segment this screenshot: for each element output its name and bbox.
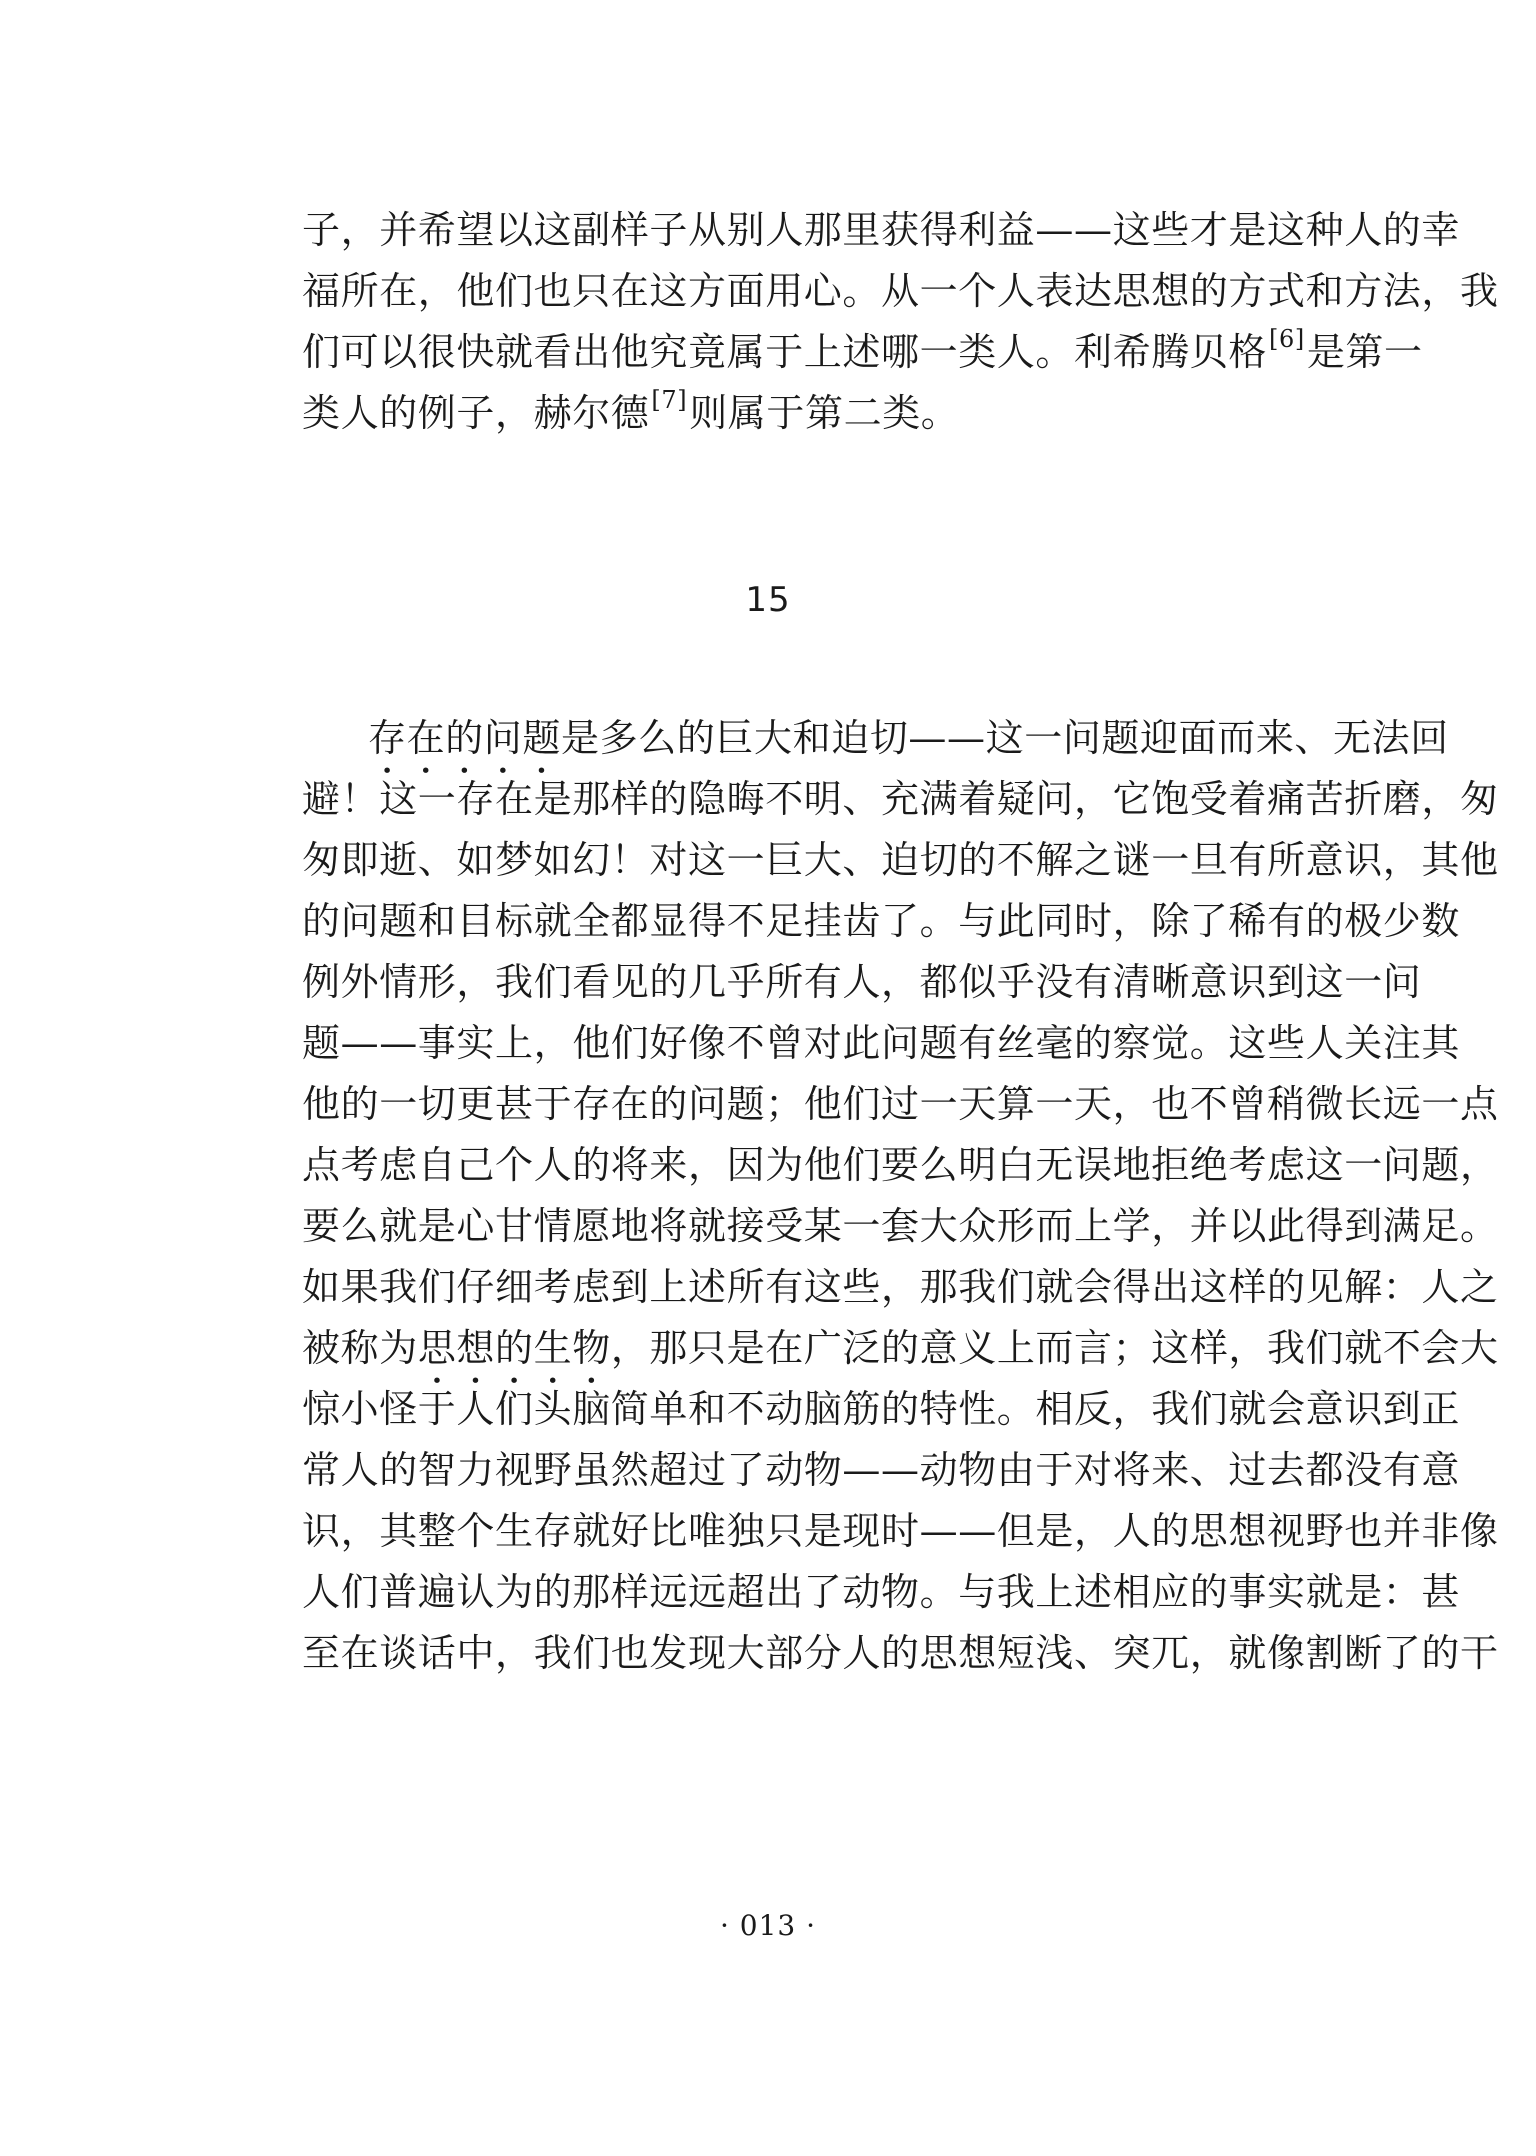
text-line: 福所在，他们也只在这方面用心。从一个人表达思想的方式和方法，我 bbox=[302, 269, 1499, 313]
text-segment: 们可以很快就看出他究竟属于上述哪一类人。利希腾贝格 bbox=[302, 330, 1268, 374]
text-line: 他的一切更甚于存在的问题；他们过一天算一天，也不曾稍微长远一点 bbox=[302, 1082, 1499, 1126]
text-line: 如果我们仔细考虑到上述所有这些，那我们就会得出这样的见解：人之 bbox=[302, 1265, 1499, 1309]
text-line: 的问题和目标就全都显得不足挂齿了。与此同时，除了稀有的极少数 bbox=[302, 899, 1461, 943]
text-segment: ，那只是在广泛的意义上而言；这样，我们就不会大 bbox=[610, 1326, 1499, 1370]
text-line: 题——事实上，他们好像不曾对此问题有丝毫的察觉。这些人关注其 bbox=[302, 1021, 1461, 1065]
text-line: 至在谈话中，我们也发现大部分人的思想短浅、突兀，就像割断了的干 bbox=[302, 1631, 1499, 1675]
footnote-ref-6: [6] bbox=[1269, 325, 1305, 353]
text-line bbox=[302, 383, 1306, 444]
text-line: 要么就是心甘情愿地将就接受某一套大众形而上学，并以此得到满足。 bbox=[302, 1204, 1499, 1248]
footnote-ref-7: [7] bbox=[651, 386, 688, 414]
text-line: 惊小怪于人们头脑简单和不动脑筋的特性。相反，我们就会意识到正 bbox=[302, 1387, 1461, 1431]
text-line: 避！这一存在是那样的隐晦不明、充满着疑问，它饱受着痛苦折磨，匆 bbox=[302, 777, 1499, 821]
text-line: 点考虑自己个人的将来，因为他们要么明白无误地拒绝考虑这一问题， bbox=[302, 1143, 1499, 1187]
main-paragraph bbox=[302, 708, 1499, 1684]
text-segment: 被称为 bbox=[302, 1326, 418, 1370]
text-line: 常人的智力视野虽然超过了动物——动物由于对将来、过去都没有意 bbox=[302, 1448, 1461, 1492]
text-line: 匆即逝、如梦如幻！对这一巨大、迫切的不解之谜一旦有所意识，其他 bbox=[302, 838, 1499, 882]
section-number-heading: 15 bbox=[745, 580, 791, 620]
text-line: 例外情形，我们看见的几乎所有人，都似乎没有清晰意识到这一问 bbox=[302, 960, 1422, 1004]
text-line bbox=[302, 322, 1423, 383]
text-segment: 是第一 bbox=[1306, 330, 1423, 374]
text-segment: 类人的例子，赫尔德 bbox=[302, 391, 650, 435]
top-paragraph bbox=[302, 200, 1499, 444]
text-segment: 则属于第二类。 bbox=[689, 391, 960, 435]
page-number: · 013 · bbox=[719, 1909, 817, 1942]
text-line bbox=[302, 1318, 1499, 1379]
text-line: 人们普遍认为的那样远远超出了动物。与我上述相应的事实就是：甚 bbox=[302, 1570, 1461, 1614]
text-segment: 是多么的巨大和迫切——这一问题迎面而来、无法回 bbox=[561, 716, 1449, 760]
emphasized-text: 存在的问题 bbox=[368, 716, 562, 760]
text-line: 子，并希望以这副样子从别人那里获得利益——这些才是这种人的幸 bbox=[302, 208, 1461, 252]
emphasized-text: 思想的生物 bbox=[417, 1326, 611, 1370]
text-line bbox=[302, 708, 1449, 769]
text-line: 识，其整个生存就好比唯独只是现时——但是，人的思想视野也并非像 bbox=[302, 1509, 1499, 1553]
